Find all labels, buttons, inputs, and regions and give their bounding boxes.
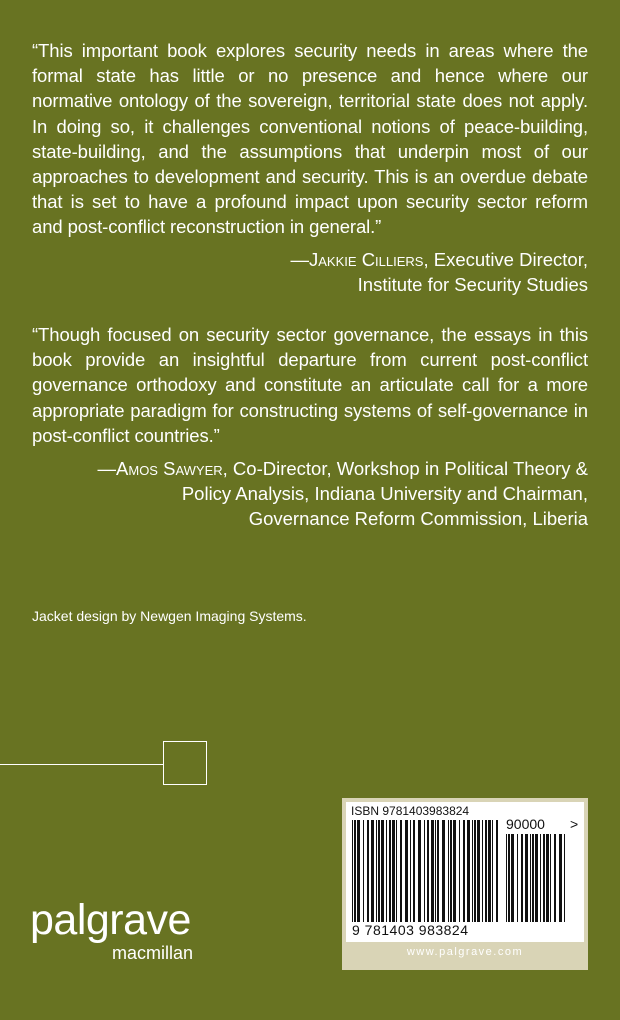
barcode-stripe [488,820,491,922]
barcode-stripe [448,820,449,922]
price-arrow: > [570,816,579,832]
barcode-area [346,802,584,942]
barcode-stripe [506,834,507,922]
attribution-affiliation: Policy Analysis, Indiana University and Chairman, [181,483,588,505]
barcode-stripe [400,820,402,922]
barcode-stripe [543,834,545,922]
barcode-stripe [532,834,534,922]
barcode-stripe [410,820,411,922]
barcode-stripe [564,834,565,922]
attribution-dash: — [290,249,310,270]
barcode-stripe [352,820,353,922]
barcode-stripe [546,834,549,922]
barcode-stripe [427,820,429,922]
jacket-credit: Jacket design by Newgen Imaging Systems. [32,608,307,624]
barcode-stripe [474,820,476,922]
attribution-dash: — [97,458,117,479]
barcode-stripe [530,834,531,922]
barcode-stripe [386,820,387,922]
attribution-name: Amos Sawyer [116,458,223,479]
barcode-stripe [511,834,514,922]
barcode-stripe [405,820,408,922]
publisher-logo [30,896,194,964]
barcode-panel [342,798,588,970]
barcode-stripe [435,820,436,922]
decorative-square [163,741,207,785]
barcode-stripe [459,820,460,922]
barcode-stripe [521,834,523,922]
barcode-stripe [371,820,374,922]
barcode-stripe [431,820,434,922]
barcode-stripe [354,820,356,922]
decorative-line [0,764,163,765]
barcode-stripe [525,834,528,922]
publisher-website: www.palgrave.com [406,946,524,958]
barcode-stripe [392,820,395,922]
barcode-bars [352,820,500,922]
barcode-stripe [482,820,483,922]
barcode-stripe [496,820,498,922]
quote-1-text: “This important book explores security needs in areas where the formal state has little or no presence and hence where our normative ontology of the sovereign, territorial state does not apply. In doing so, it challenges conventional notions of peace-building, state-building, and the assumptions that underpin most of our approaches to development and security. This is an overdue debate that is set to have a profound impact upon security sector reform and post-conflict reconstruction in general.” [32,40,588,238]
barcode-stripe [381,820,384,922]
barcode-stripe [485,820,487,922]
barcode-stripe [517,834,518,922]
barcode-stripe [378,820,380,922]
barcode-stripe [472,820,473,922]
barcode-stripe [376,820,377,922]
quote-2-text: “Though focused on security sector governance, the essays in this book provide an insightful departure from current post-conflict governance orthodoxy and constitute an articulate call for a more appropriate paradigm for constructing systems of self-governance in post-conflict countries.” [32,324,588,446]
price-barcode-bars [506,834,568,922]
barcode-stripe [550,834,551,922]
barcode-stripe [389,820,391,922]
barcode-stripe [463,820,465,922]
barcode-stripe [554,834,556,922]
attribution-role: , Executive Director, [423,249,588,270]
logo-palgrave: palgrave [30,896,191,944]
barcode-stripe [540,834,541,922]
barcode-stripe [477,820,480,922]
barcode-stripe [535,834,538,922]
barcode-stripe [450,820,452,922]
quote-2-attribution [32,456,588,532]
attribution-role: , Co-Director, Workshop in Political Theory & [222,458,588,479]
barcode-stripe [413,820,415,922]
barcode-stripe [424,820,425,922]
barcode-stripe [492,820,493,922]
barcode-stripe [559,834,562,922]
barcode-stripe [467,820,470,922]
barcode-digits: 9 781403 983824 [352,922,469,938]
logo-macmillan: macmillan [112,943,194,963]
barcode-stripe [357,820,360,922]
barcode-stripe [418,820,421,922]
attribution-affiliation: Institute for Security Studies [357,274,588,296]
barcode-stripe [363,820,364,922]
barcode-stripe [453,820,456,922]
price-code: 90000 [506,816,545,832]
barcode-stripe [508,834,510,922]
barcode-stripe [367,820,369,922]
quote-1-attribution [32,247,588,297]
attribution-affiliation-2: Governance Reform Commission, Liberia [248,508,588,530]
barcode-stripe [396,820,397,922]
attribution-name: Jakkie Cilliers [309,249,424,270]
isbn-label: ISBN 9781403983824 [351,804,470,818]
barcode-stripe [442,820,445,922]
barcode-stripe [437,820,439,922]
